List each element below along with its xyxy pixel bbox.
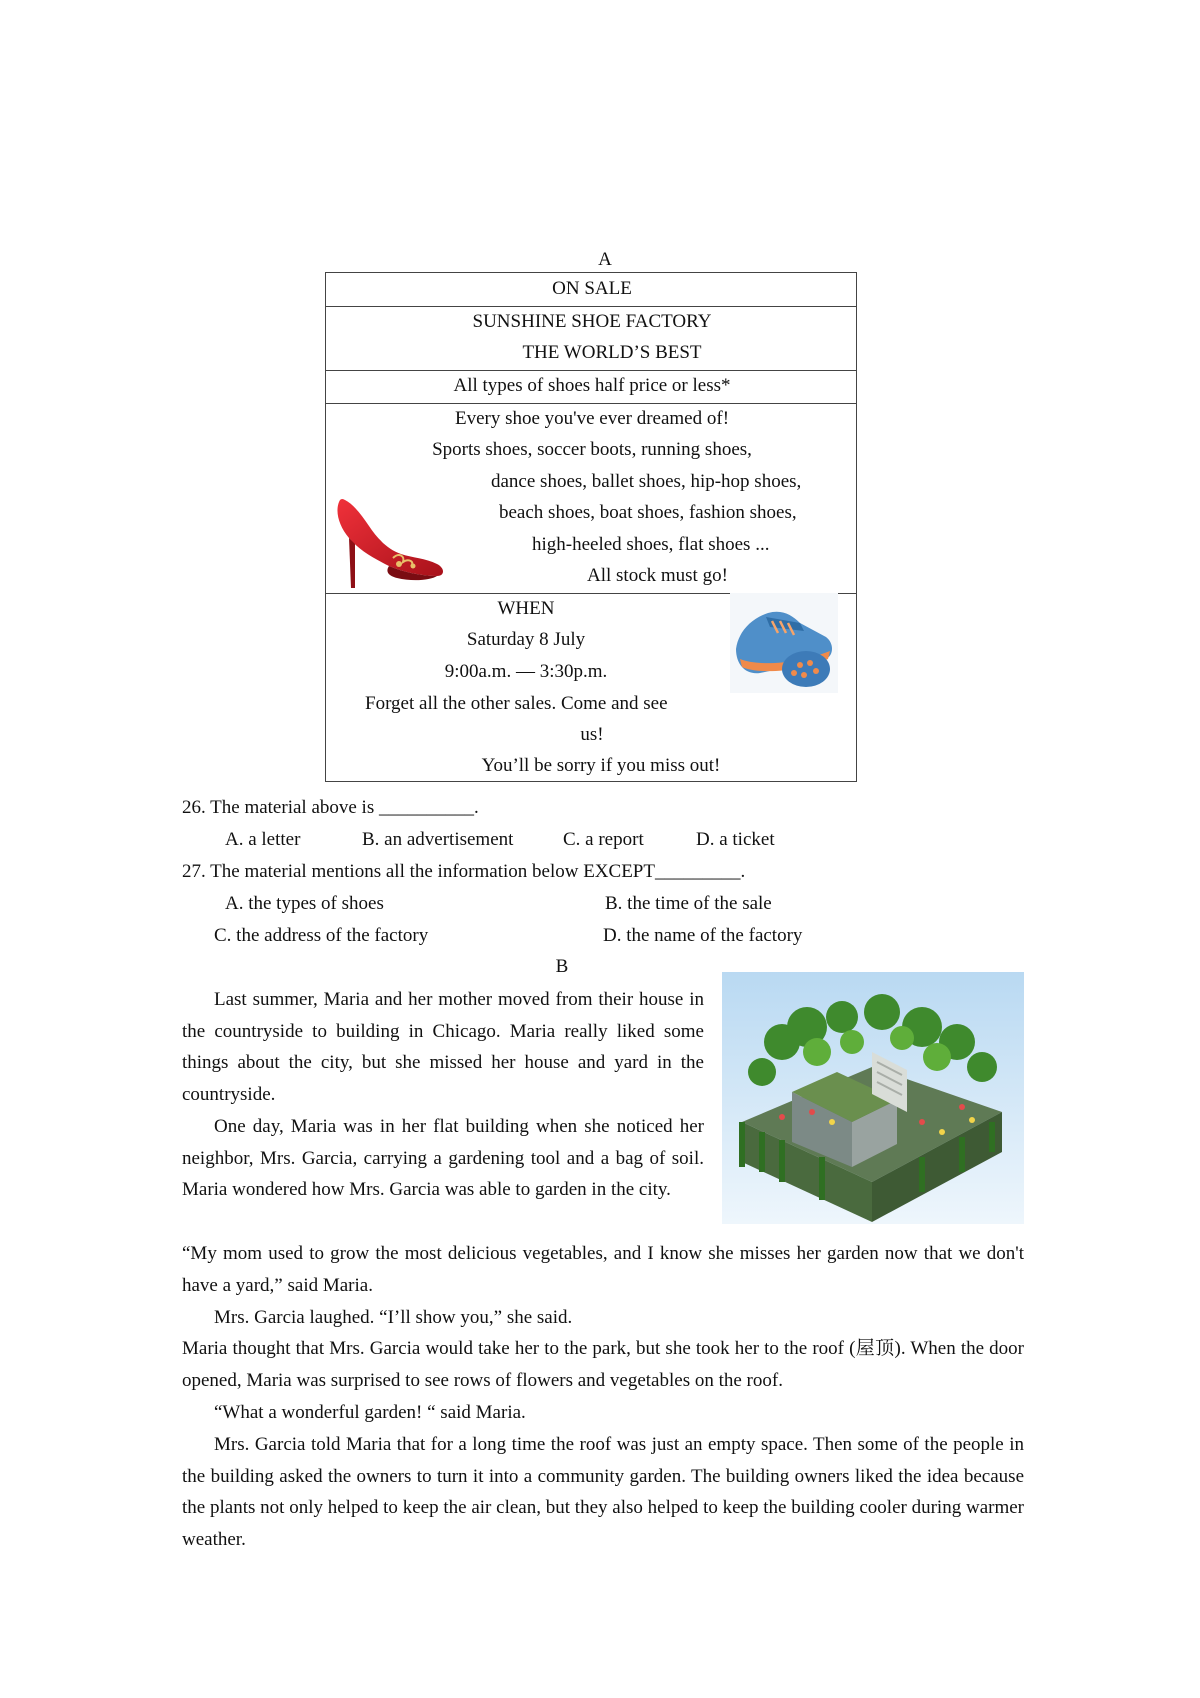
ad-line: All stock must go! bbox=[587, 565, 728, 586]
question-27-option: C. the address of the factory bbox=[214, 925, 429, 946]
section-b-label: B bbox=[555, 956, 569, 977]
rooftop-garden-illustration bbox=[722, 972, 1024, 1224]
ad-line: Sports shoes, soccer boots, running shoes, bbox=[432, 439, 752, 460]
red-high-heel-shoe-icon bbox=[333, 492, 447, 592]
ad-row-factory bbox=[326, 306, 856, 371]
ad-factory-name: SUNSHINE SHOE FACTORY bbox=[472, 311, 712, 332]
ad-row-on-sale bbox=[326, 273, 856, 307]
ad-forget-line-2: us! bbox=[580, 724, 604, 745]
ad-on-sale: ON SALE bbox=[552, 278, 632, 299]
passage-paragraph: “My mom used to grow the most delicious vegetables, and I know she misses her garden now that we don't have a yard,” said Maria. bbox=[182, 1243, 1024, 1296]
ad-forget-line: Forget all the other sales. Come and see bbox=[365, 693, 668, 714]
section-a-label: A bbox=[598, 249, 612, 270]
ad-when-label: WHEN bbox=[497, 598, 555, 619]
blue-sneaker-icon bbox=[730, 593, 838, 693]
ad-time: 9:00a.m. — 3:30p.m. bbox=[444, 661, 608, 682]
ad-date: Saturday 8 July bbox=[466, 629, 586, 650]
question-27-stem: 27. The material mentions all the information below EXCEPT_________. bbox=[182, 861, 746, 882]
ad-row-offer bbox=[326, 370, 856, 404]
question-27-option: A. the types of shoes bbox=[225, 893, 384, 914]
question-26-option: C. a report bbox=[563, 829, 644, 850]
ad-sorry: You’ll be sorry if you miss out! bbox=[481, 755, 721, 776]
ad-slogan: THE WORLD’S BEST bbox=[522, 342, 702, 363]
ad-line: beach shoes, boat shoes, fashion shoes, bbox=[499, 502, 797, 523]
passage-paragraph: One day, Maria was in her flat building when she noticed her neighbor, Mrs. Garcia, carrying a gardening tool and a bag of soil. Maria wondered how Mrs. Garcia was able to garden in the city. bbox=[182, 1116, 704, 1201]
ad-line: Every shoe you've ever dreamed of! bbox=[454, 408, 730, 429]
passage-paragraph: “What a wonderful garden! “ said Maria. bbox=[214, 1402, 526, 1423]
question-27-option: D. the name of the factory bbox=[603, 925, 803, 946]
passage-paragraph: Last summer, Maria and her mother moved from their house in the countryside to building in Chicago. Maria really liked some things about the city, but she missed her house and yard in the countryside. bbox=[182, 989, 704, 1105]
question-26-option: B. an advertisement bbox=[362, 829, 514, 850]
passage-paragraph: Mrs. Garcia told Maria that for a long time the roof was just an empty space. Then some of the people in the building asked the owners to turn it into a community garden. The building owners liked the idea because the plants not only helped to keep the air clean, but they also helped to keep the building cooler during warmer weather. bbox=[182, 1434, 1024, 1550]
question-26-option: D. a ticket bbox=[696, 829, 775, 850]
passage-paragraph: Mrs. Garcia laughed. “I’ll show you,” she said. bbox=[214, 1307, 573, 1328]
ad-line: dance shoes, ballet shoes, hip-hop shoes, bbox=[491, 471, 802, 492]
question-26-option: A. a letter bbox=[225, 829, 301, 850]
question-26-stem: 26. The material above is __________. bbox=[182, 797, 479, 818]
ad-offer: All types of shoes half price or less* bbox=[453, 375, 731, 396]
passage-paragraph: Maria thought that Mrs. Garcia would take her to the park, but she took her to the roof (屋顶). When the door opened, Maria was surprised to see rows of flowers and vegetables on the roof. bbox=[182, 1338, 1024, 1391]
ad-line: high-heeled shoes, flat shoes ... bbox=[532, 534, 770, 555]
question-27-option: B. the time of the sale bbox=[605, 893, 772, 914]
